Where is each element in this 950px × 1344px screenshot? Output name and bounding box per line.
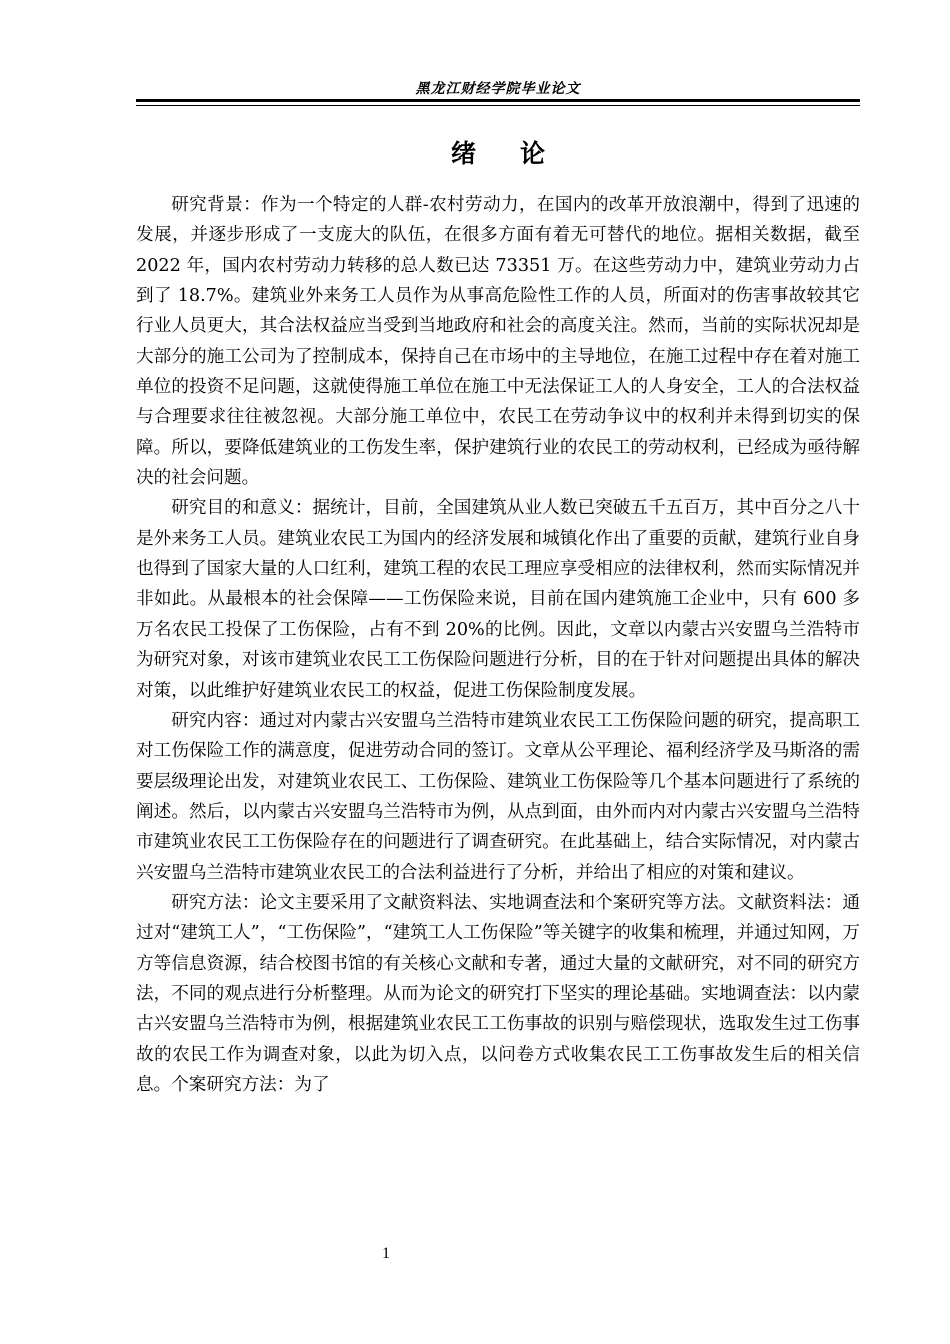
paragraph-purpose: 研究目的和意义：据统计，目前，全国建筑从业人数已突破五千五百万，其中百分之八十是外来务工人员。建筑业农民工为国内的经济发展和城镇化作出了重要的贡献，建筑行业自身也得到了国家大量的人口红利，建筑工程的农民工理应享受相应的法律权利，然而实际情况并非如此。从最根本的社会保障——工伤保险来说，目前在国内建筑施工企业中，只有 600 多万名农民工投保了工伤保险，占有不到 20%的比例。因此，文章以内蒙古兴安盟乌兰浩特市为研究对象，对该市建筑业农民工工伤保险问题进行分析，目的在于针对问题提出具体的解决对策，以此维护好建筑业农民工的权益，促进工伤保险制度发展。 [136, 498, 860, 701]
paragraph-content: 研究内容：通过对内蒙古兴安盟乌兰浩特市建筑业农民工工伤保险问题的研究，提高职工对工伤保险工作的满意度，促进劳动合同的签订。文章从公平理论、福利经济学及马斯洛的需要层级理论出发，对建筑业农民工、工伤保险、建筑业工伤保险等几个基本问题进行了系统的阐述。然后，以内蒙古兴安盟乌兰浩特市为例，从点到面，由外而内对内蒙古兴安盟乌兰浩特市建筑业农民工工伤保险存在的问题进行了调查研究。在此基础上，结合实际情况，对内蒙古兴安盟乌兰浩特市建筑业农民工的合法利益进行了分析，并给出了相应的对策和建议。 [136, 710, 860, 883]
page-number: 1 [382, 1245, 390, 1262]
section-title-part2: 论 [520, 139, 546, 168]
paragraph-background: 研究背景：作为一个特定的人群-农村劳动力，在国内的改革开放浪潮中，得到了迅速的发展，并逐步形成了一支庞大的队伍，在很多方面有着无可替代的地位。据相关数据，截至 2022 年，国内农村劳动力转移的总人数已达 73351 万。在这些劳动力中，建筑业劳动力占到了 18.7%。建筑业外来务工人员作为从事高危险性工作的人员，所面对的伤害事故较其它行业人员更大，其合法权益应当受到当地政府和社会的高度关注。然而，当前的实际状况却是大部分的施工公司为了控制成本，保持自己在市场中的主导地位，在施工过程中存在着对施工单位的投资不足问题，这就使得施工单位在施工中无法保证工人的人身安全，工人的合法权益与合理要求往往被忽视。大部分施工单位中，农民工在劳动争议中的权利并未得到切实的保障。所以，要降低建筑业的工伤发生率，保护建筑行业的农民工的劳动权利，已经成为亟待解决的社会问题。 [136, 195, 860, 489]
paragraph-methods: 研究方法：论文主要采用了文献资料法、实地调查法和个案研究等方法。文献资料法：通过对“建筑工人”，“工伤保险”，“建筑工人工伤保险”等关键字的收集和梳理，并通过知网，万方等信息资源，结合校图书馆的有关核心文献和专著，通过大量的文献研究，对不同的研究方法，不同的观点进行分析整理。从而为论文的研究打下坚实的理论基础。实地调查法：以内蒙古兴安盟乌兰浩特市为例，根据建筑业农民工工伤事故的识别与赔偿现状，选取发生过工伤事故的农民工作为调查对象，以此为切入点，以问卷方式收集农民工工伤事故发生后的相关信息。个案研究方法：为了 [136, 892, 860, 1095]
body-text [136, 190, 860, 1100]
running-header: 黑龙江财经学院毕业论文 [415, 81, 581, 97]
section-title-part1: 绪 [450, 139, 476, 168]
section-title [136, 134, 860, 174]
header-rule [136, 99, 860, 106]
